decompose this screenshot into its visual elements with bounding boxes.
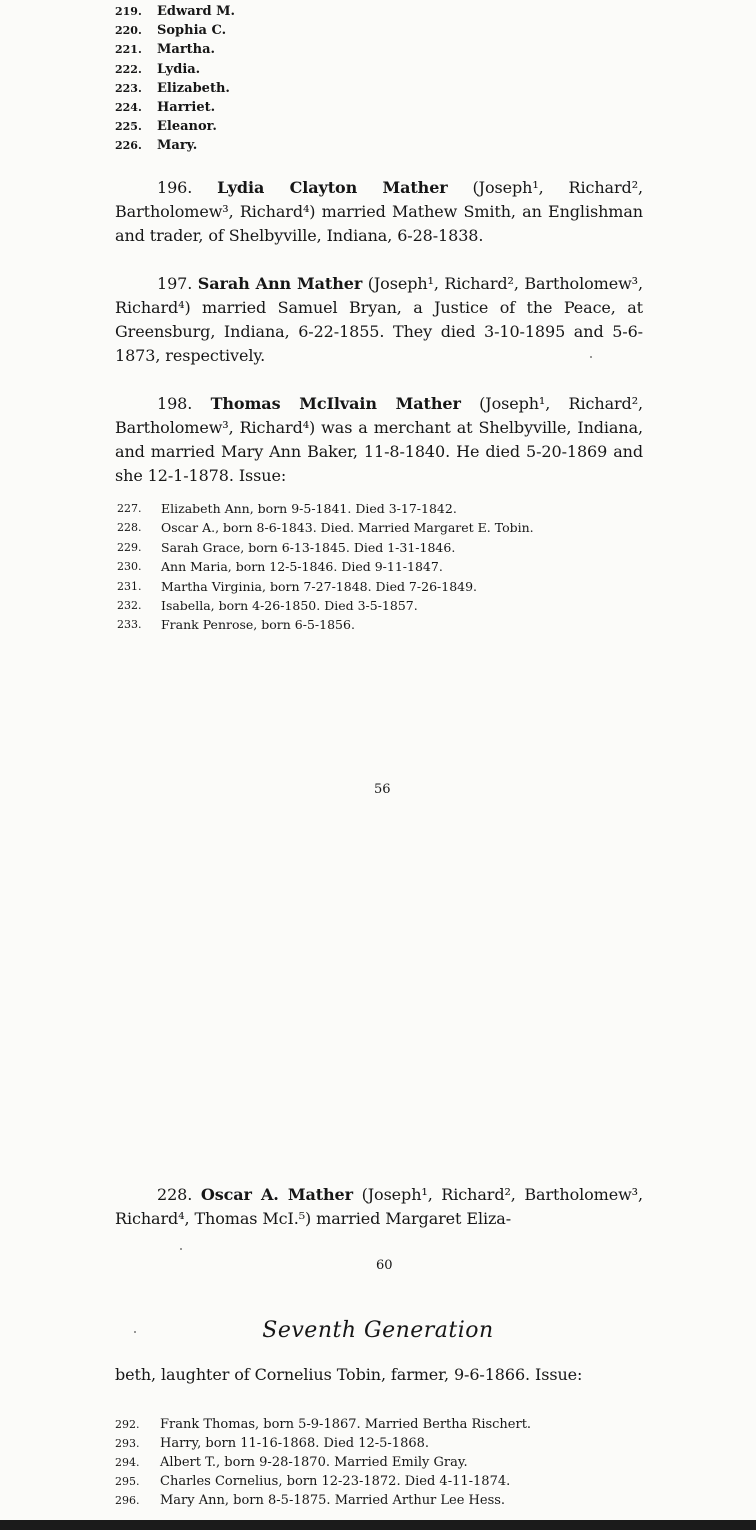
list-item (115, 117, 235, 136)
scan-speck (590, 356, 592, 358)
entry-text: Isabella, born 4-26-1850. Died 3-5-1857. (161, 598, 418, 614)
entry-number: 233. (117, 618, 142, 632)
entry-number: 226. (115, 139, 142, 153)
entry-name: Lydia. (157, 61, 201, 77)
person-name: Oscar A. Mather (200, 1185, 353, 1204)
entry-text: Elizabeth Ann, born 9-5-1841. Died 3-17-1842. (161, 501, 457, 516)
list-item (115, 2, 235, 21)
entry-name: Eleanor. (157, 119, 217, 135)
entry-number: 224. (115, 101, 142, 115)
list-item (115, 1434, 531, 1453)
list-item (117, 557, 534, 576)
entry-number: 295. (115, 1475, 140, 1488)
list-item (115, 79, 235, 98)
entry-number: 222. (115, 62, 142, 76)
entry-paragraph-197 (115, 272, 643, 368)
entry-text: (Joseph¹, Richard², Bartholomew³, Richard⁴) married Samuel Bryan, a Justice of the Peace, at Greensburg, Indiana, 6-22-1855. They died 3-10-1895 and 5-6-1873, respectively. (115, 274, 643, 365)
entry-number: 228. (117, 521, 142, 535)
list-item (117, 538, 534, 557)
page-number: 56 (374, 782, 391, 797)
entry-text: Mary Ann, born 8-5-1875. Married Arthur Lee Hess. (160, 1493, 506, 1508)
entry-text: Sarah Grace, born 6-13-1845. Died 1-31-1846. (161, 539, 456, 555)
list-item (117, 499, 534, 518)
children-list-219-226 (115, 2, 235, 156)
list-item (115, 1453, 531, 1472)
entry-text: Frank Thomas, born 5-9-1867. Married Bertha Rischert. (160, 1417, 532, 1432)
scan-bottom-edge (0, 1520, 756, 1530)
entry-number: 196. (157, 178, 193, 197)
person-name: Lydia Clayton Mather (217, 178, 448, 197)
continuation-paragraph: beth, laughter of Cornelius Tobin, farmer, 9-6-1866. Issue: (115, 1365, 583, 1384)
entry-text: (Joseph¹, Richard², Bartholomew³, Richard⁴) was a merchant at Shelbyville, Indiana, and married Mary Ann Baker, 11-8-1840. He died 5-20-1869 and she 12-1-1878. Issue: (115, 394, 643, 485)
entry-text: Martha Virginia, born 7-27-1848. Died 7-26-1849. (161, 578, 478, 594)
entry-text: Harry, born 11-16-1868. Died 12-5-1868. (160, 1436, 430, 1451)
list-item (115, 1472, 531, 1491)
entry-name: Edward M. (157, 4, 235, 19)
entry-number: 230. (117, 560, 142, 574)
issue-list-292-296 (115, 1415, 531, 1510)
list-item (117, 596, 534, 615)
entry-text: Oscar A., born 8-6-1843. Died. Married Margaret E. Tobin. (161, 520, 534, 536)
entry-number: 221. (115, 43, 142, 57)
entry-number: 219. (115, 5, 142, 18)
scan-speck (134, 1331, 136, 1333)
entry-number: 228. (157, 1185, 193, 1204)
entry-number: 227. (117, 502, 142, 515)
person-name: Sarah Ann Mather (197, 274, 363, 293)
entry-paragraph-198 (115, 392, 643, 488)
entry-name: Mary. (157, 138, 198, 154)
entry-number: 225. (115, 120, 142, 134)
entry-name: Harriet. (157, 100, 216, 116)
entry-text: Albert T., born 9-28-1870. Married Emily Gray. (160, 1455, 468, 1470)
entry-name: Martha. (157, 42, 216, 58)
list-item (117, 518, 534, 537)
list-item (115, 21, 235, 40)
list-item (115, 98, 235, 117)
page-number: 60 (376, 1258, 393, 1273)
scan-speck (180, 1248, 182, 1250)
entry-text: (Joseph¹, Richard², Bartholomew³, Richard⁴) married Mathew Smith, an Englishman and trader, of Shelbyville, Indiana, 6-28-1838. (115, 178, 643, 245)
entry-name: Elizabeth. (157, 80, 230, 96)
entry-number: 197. (157, 274, 193, 293)
entry-name: Sophia C. (157, 23, 227, 39)
person-name: Thomas McIlvain Mather (210, 394, 461, 413)
entry-number: 294. (115, 1456, 140, 1469)
list-item (117, 615, 534, 634)
list-item (115, 1415, 531, 1434)
list-item (115, 40, 235, 59)
entry-paragraph-196 (115, 176, 643, 248)
entry-paragraph-228 (115, 1183, 643, 1231)
issue-list-227-233 (117, 499, 534, 635)
list-item (117, 577, 534, 596)
entry-number: 292. (115, 1418, 140, 1431)
entry-number: 223. (115, 81, 142, 95)
entry-number: 232. (117, 599, 142, 613)
list-item (115, 136, 235, 155)
list-item (115, 1491, 531, 1510)
entry-number: 229. (117, 540, 142, 554)
entry-number: 231. (117, 579, 142, 593)
entry-number: 198. (157, 394, 193, 413)
entry-text: (Joseph¹, Richard², Bartholomew³, Richard⁴, Thomas McI.⁵) married Margaret Eliza- (115, 1185, 643, 1228)
entry-text: Charles Cornelius, born 12-23-1872. Died 4-11-1874. (160, 1474, 511, 1489)
entry-text: Ann Maria, born 12-5-1846. Died 9-11-1847. (161, 559, 443, 575)
generation-heading: Seventh Generation (262, 1318, 494, 1343)
entry-number: 293. (115, 1437, 140, 1450)
entry-text: Frank Penrose, born 6-5-1856. (161, 617, 355, 633)
list-item (115, 60, 235, 79)
entry-number: 220. (115, 24, 142, 38)
entry-number: 296. (115, 1494, 140, 1507)
